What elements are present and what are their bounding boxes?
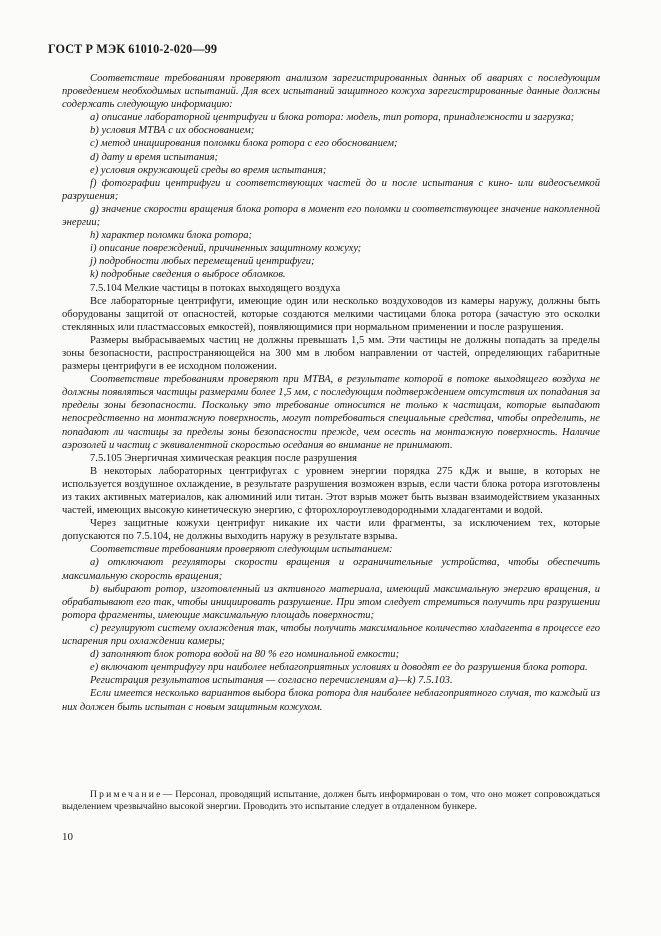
note-label: Примечание (90, 789, 163, 800)
body-paragraph: Соответствие требованиям проверяют следующим испытанием: (90, 544, 393, 556)
page-number: 10 (62, 831, 73, 843)
body-paragraph: h) характер поломки блока ротора; (90, 230, 253, 242)
body-paragraph: k) подробные сведения о выбросе обломков. (90, 269, 286, 281)
body-paragraph: Регистрация результатов испытания — согласно перечислениям a)—k) 7.5.103. (90, 675, 453, 687)
note-text: — Персонал, проводящий испытание, должен быть информирован о том, что оно может сопровождаться выделением чрезвычайно высокой энергии. Проводить это испытание следует в отдаленном бункере. (62, 789, 600, 813)
body-paragraph: g) значение скорости вращения блока ротора в момент его поломки и соответствующее значение накопленной энергии; (62, 203, 600, 229)
body-paragraph: 7.5.104 Мелкие частицы в потоках выходящего воздуха (90, 282, 341, 294)
body-paragraph: Соответствие требованиям проверяют анализом зарегистрированных данных об авариях с последующим проведением необходимых испытаний. Для всех испытаний защитного кожуха зарегистрированные данные должны содержать следующую информацию: (62, 73, 600, 111)
document-header: ГОСТ Р МЭК 61010-2-020—99 (48, 42, 218, 56)
body-paragraph: c) метод инициирования поломки блока ротора с его обоснованием; (90, 138, 398, 150)
body-paragraph: b) условия МТВА с их обоснованием; (90, 125, 255, 137)
body-paragraph: В некоторых лабораторных центрифугах с уровнем энергии порядка 275 кДж и выше, в которых не используется воздушное охлаждение, в результате разрушения возможен взрыв, если части блока ротора изготовлены из таких активных материалов, как алюминий или титан. Этот взрыв может быть вызван взаимодействием указанных частей, имеющих высокую кинетическую энергию, с фторохлороуглеводородными хладагентами и водой. (62, 465, 600, 517)
body-paragraph: e) включают центрифугу при наиболее неблагоприятных условиях и доводят ее до разрушения блока ротора. (90, 662, 588, 674)
body-paragraph: d) заполняют блок ротора водой на 80 % его номинальной емкости; (90, 649, 400, 661)
body-paragraph: b) выбирают ротор, изготовленный из активного материала, имеющий максимальную энергию вращения, и обрабатывают его так, чтобы инициировать разрушение. При этом следует стремиться получить при разрушении ротора фрагменты, имеющие максимальную площадь поверхности; (62, 583, 600, 621)
body-paragraph: Через защитные кожухи центрифуг никакие их части или фрагменты, за исключением тех, которые допускаются по 7.5.104, не должны выходить наружу в результате взрыва. (62, 518, 600, 543)
body-paragraph: c) регулируют систему охлаждения так, чтобы получить максимальное количество хладагента в процессе его испарения при охлаждении камеры; (62, 622, 600, 648)
body-paragraph: 7.5.105 Энергичная химическая реакция после разрушения (90, 452, 357, 464)
body-paragraph: d) дату и время испытания; (90, 151, 219, 163)
note-paragraph (62, 789, 600, 813)
body-paragraph: f) фотографии центрифуги и соответствующих частей до и после испытания с кино- или видеосъемкой разрушения; (62, 177, 600, 202)
body-paragraph: i) описание повреждений, причиненных защитному кожуху; (90, 243, 362, 255)
body-paragraph: Если имеется несколько вариантов выбора блока ротора для наиболее неблагоприятного случая, то каждый из них должен быть испытан с новым защитным кожухом. (62, 688, 600, 713)
body-paragraph: j) подробности любых перемещений центрифуги; (90, 256, 315, 268)
body-paragraph: Все лабораторные центрифуги, имеющие один или несколько воздуховодов из камеры наружу, должны быть оборудованы защитой от опасностей, которые создаются мелкими частицами блока ротора (зачастую это осколки стеклянных или пластмассовых емкостей), появляющимися при нормальном применении и после разрушения. (62, 295, 600, 333)
body-paragraph: e) условия окружающей среды во время испытания; (90, 164, 327, 176)
body-paragraph: Размеры выбрасываемых частиц не должны превышать 1,5 мм. Эти частицы не должны попадать за пределы зоны безопасности, распространяющейся на 300 мм в любом направлении от частей, определяющих габаритные размеры центрифуги в ее исходном положении. (62, 334, 600, 373)
body-paragraph: a) описание лабораторной центрифуги и блока ротора: модель, тип ротора, принадлежности и загрузка; (90, 112, 575, 124)
body-paragraph: a) отключают регуляторы скорости вращения и ограничительные устройства, чтобы обеспечить максимальную скорость вращения; (62, 557, 600, 582)
document-body (62, 72, 600, 714)
body-paragraph: Соответствие требованиям проверяют при МТВА, в результате которой в потоке выходящего воздуха не должны появляться частицы размерами более 1,5 мм, с последующим подтверждением отсутствия их попадания за пределы зоны безопасности. Поскольку это требование относится не только к частицам, которые выпадают непосредственно на монтажную поверхность, могут потребоваться специальные средства, чтобы определить, не попадают ли частицы за пределы зоны безопасности прежде, чем осесть на монтажную поверхность. Наличие аэрозолей и частиц с эквивалентной скоростью оседания во внимание не принимают. (62, 374, 600, 451)
